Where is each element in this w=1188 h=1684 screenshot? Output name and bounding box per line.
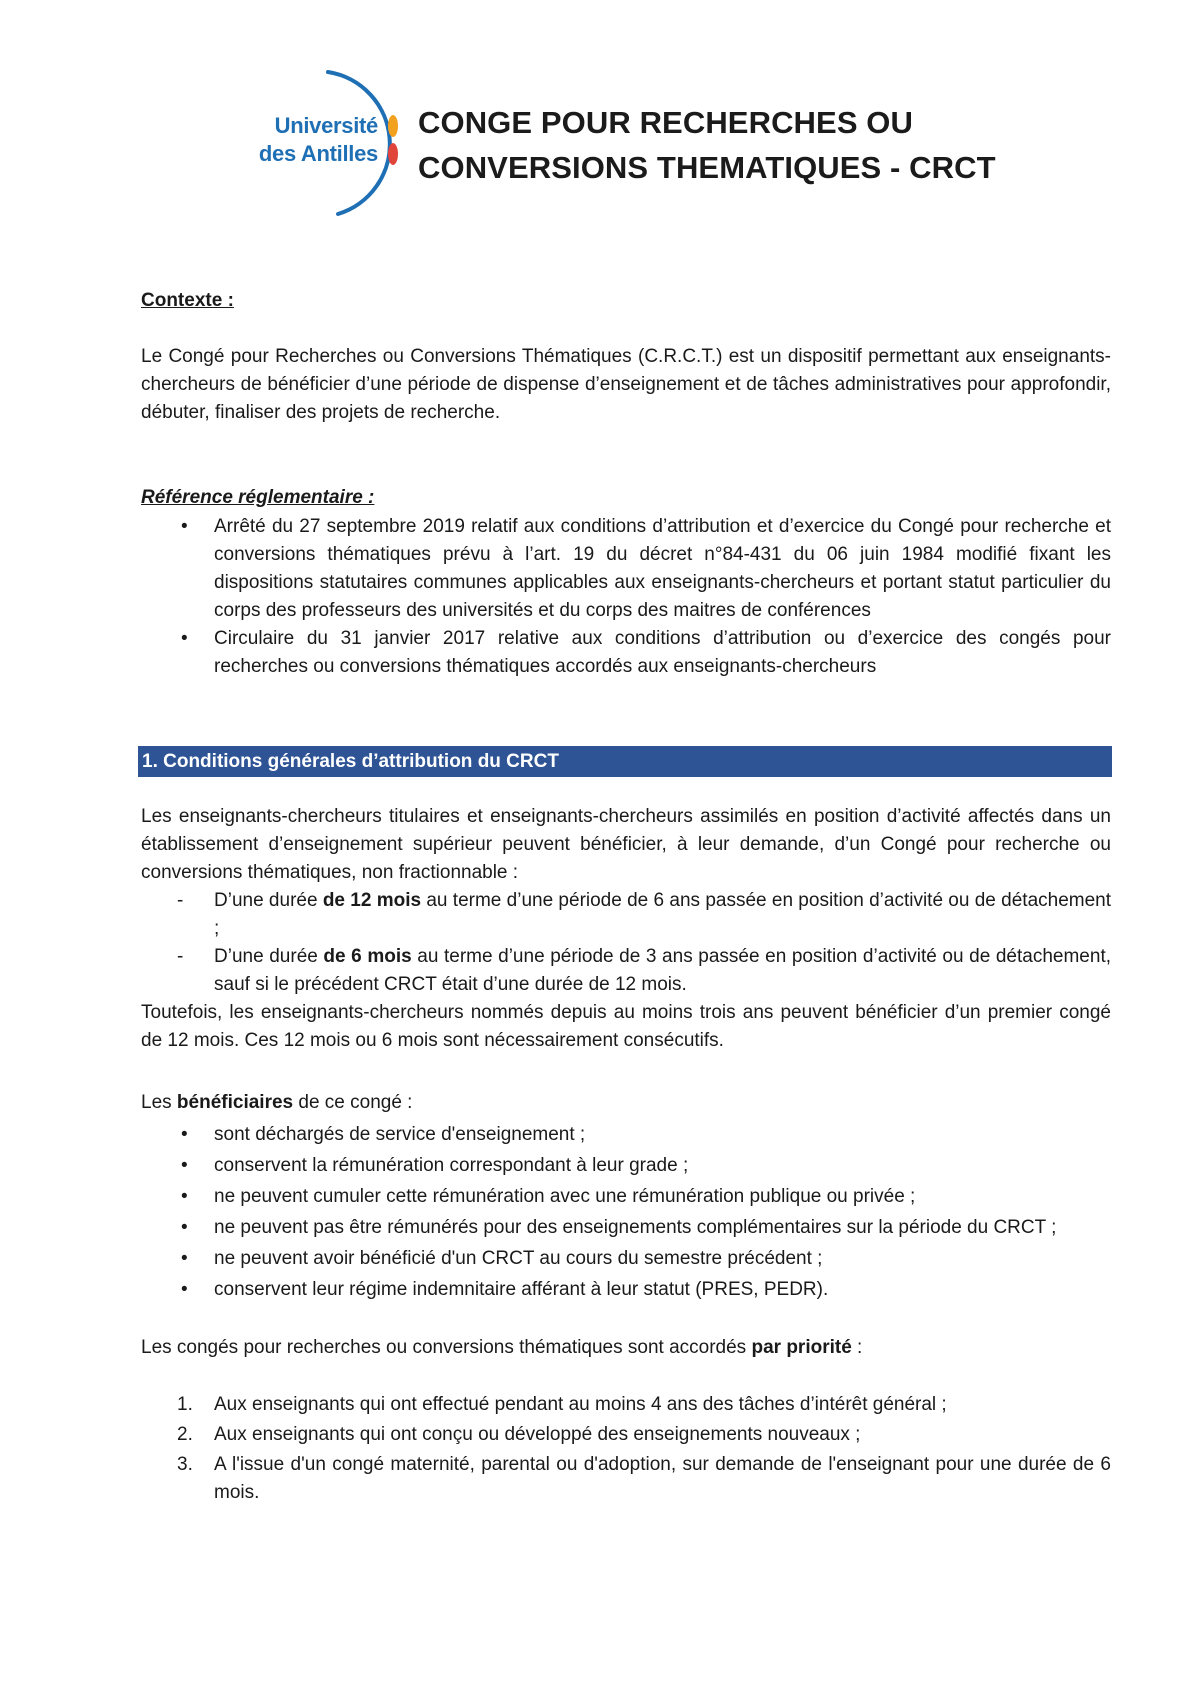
- priorite-intro: [141, 1334, 1111, 1362]
- section1-intro: Les enseignants-chercheurs titulaires et enseignants-chercheurs assimilés en position d’activité affectés dans un établissement d’enseignement supérieur peuvent bénéficier, à leur demande, d’un Congé pour recherche ou conversions thématiques, non fractionnable :: [141, 806, 1111, 883]
- toutefois-paragraph: Toutefois, les enseignants-chercheurs nommés depuis au moins trois ans peuvent bénéficier d’un premier congé de 12 mois. Ces 12 mois ou 6 mois sont nécessairement consécutifs.: [141, 1002, 1111, 1051]
- list-item: [141, 513, 1111, 625]
- list-item: [141, 887, 1111, 943]
- beneficiaires-intro: [141, 1089, 1111, 1117]
- document-title-line-1: CONGE POUR RECHERCHES OU: [418, 105, 914, 140]
- list-item-text: ne peuvent pas être rémunérés pour des enseignements complémentaires sur la période du CRCT ;: [214, 1217, 1057, 1238]
- bullet-icon: •: [181, 1279, 188, 1300]
- dash-marker: -: [177, 890, 184, 911]
- duration-bold: de 12 mois: [322, 890, 422, 911]
- bullet-icon: •: [181, 1124, 188, 1145]
- reference-list: [141, 513, 1111, 681]
- document-title: [418, 100, 996, 190]
- list-item-text: conservent la rémunération correspondant à leur grade ;: [214, 1155, 689, 1176]
- contexte-section: [141, 343, 1111, 427]
- list-item-text: ne peuvent avoir bénéficié d'un CRCT au cours du semestre précédent ;: [214, 1248, 823, 1269]
- reference-item-text: Circulaire du 31 janvier 2017 relative aux conditions d’attribution ou d’exercice des congés pour recherches ou conversions thématiques accordés aux enseignants-chercheurs: [214, 628, 1111, 677]
- duration-text-post: au terme d’une période de 3 ans passée en position d’activité ou de détachement, sauf si le précédent CRCT était d’une durée de 12 mois.: [214, 946, 1111, 995]
- list-item: [141, 1274, 1111, 1305]
- list-item: [141, 1181, 1111, 1212]
- beneficiaires-section: [141, 1089, 1111, 1305]
- list-item-text: conservent leur régime indemnitaire afférant à leur statut (PRES, PEDR).: [214, 1279, 829, 1300]
- section-heading-bar: [138, 746, 1112, 777]
- duration-text-pre: D’une durée: [214, 946, 324, 967]
- list-item: [141, 1119, 1111, 1150]
- dash-marker: -: [177, 946, 184, 967]
- contexte-heading: Contexte :: [141, 290, 234, 311]
- bullet-icon: •: [181, 516, 188, 537]
- bullet-icon: •: [181, 628, 188, 649]
- list-item: [141, 943, 1111, 999]
- list-item-text: sont déchargés de service d'enseignement ;: [214, 1124, 586, 1145]
- list-item-text: ne peuvent cumuler cette rémunération avec une rémunération publique ou privée ;: [214, 1186, 916, 1207]
- list-item: [141, 1391, 1111, 1419]
- bullet-icon: •: [181, 1217, 188, 1238]
- reference-heading: Référence réglementaire :: [141, 487, 375, 508]
- durations-list: [141, 887, 1111, 999]
- list-item: [141, 1421, 1111, 1449]
- list-item: [141, 1212, 1111, 1243]
- priorite-pre: Les congés pour recherches ou conversions thématiques sont accordés: [141, 1337, 752, 1358]
- logo-text: [238, 112, 378, 168]
- bullet-icon: •: [181, 1155, 188, 1176]
- bullet-icon: •: [181, 1186, 188, 1207]
- section-title: 1. Conditions générales d’attribution du CRCT: [142, 751, 559, 772]
- beneficiaires-bold: bénéficiaires: [176, 1092, 294, 1113]
- priorite-bold: par priorité: [751, 1337, 852, 1358]
- priorite-section: [141, 1334, 1111, 1507]
- logo-line-1: Université: [274, 113, 378, 138]
- beneficiaires-post: de ce congé :: [293, 1092, 413, 1113]
- list-item-text: A l'issue d'un congé maternité, parental ou d'adoption, sur demande de l'enseignant pour une durée de 6 mois.: [214, 1454, 1111, 1503]
- list-number: 1.: [177, 1394, 193, 1415]
- section1-body: [141, 803, 1111, 1055]
- list-number: 3.: [177, 1454, 193, 1475]
- duration-text-pre: D’une durée: [214, 890, 323, 911]
- beneficiaires-pre: Les: [141, 1092, 177, 1113]
- list-item-text: Aux enseignants qui ont effectué pendant au moins 4 ans des tâches d’intérêt général ;: [214, 1394, 947, 1415]
- priorite-post: :: [851, 1337, 863, 1358]
- list-item-text: Aux enseignants qui ont conçu ou développé des enseignements nouveaux ;: [214, 1424, 861, 1445]
- logo-line-2: des Antilles: [258, 141, 378, 166]
- reference-section: [141, 513, 1111, 681]
- list-item: [141, 1451, 1111, 1507]
- list-number: 2.: [177, 1424, 193, 1445]
- duration-text-post: au terme d’une période de 6 ans passée en position d’activité ou de détachement ;: [214, 890, 1112, 939]
- list-item: [141, 1150, 1111, 1181]
- beneficiaires-list: [141, 1119, 1111, 1305]
- document-title-line-2: CONVERSIONS THEMATIQUES - CRCT: [418, 150, 996, 185]
- list-item: [141, 1243, 1111, 1274]
- list-item: [141, 625, 1111, 681]
- priorite-list: [141, 1391, 1111, 1507]
- bullet-icon: •: [181, 1248, 188, 1269]
- reference-item-text: Arrêté du 27 septembre 2019 relatif aux conditions d’attribution et d’exercice du Congé pour recherche et conversions thématiques prévu à l’art. 19 du décret n°84-431 du 06 juin 1984 modifié fixant les dispositions statutaires communes applicables aux enseignants-chercheurs et portant statut particulier du corps des professeurs des universités et du corps des maitres de conférences: [214, 516, 1111, 621]
- duration-bold: de 6 mois: [323, 946, 412, 967]
- contexte-paragraph: Le Congé pour Recherches ou Conversions Thématiques (C.R.C.T.) est un dispositif permettant aux enseignants-chercheurs de bénéficier d’une période de dispense d’enseignement et de tâches administratives pour approfondir, débuter, finaliser des projets de recherche.: [141, 346, 1111, 423]
